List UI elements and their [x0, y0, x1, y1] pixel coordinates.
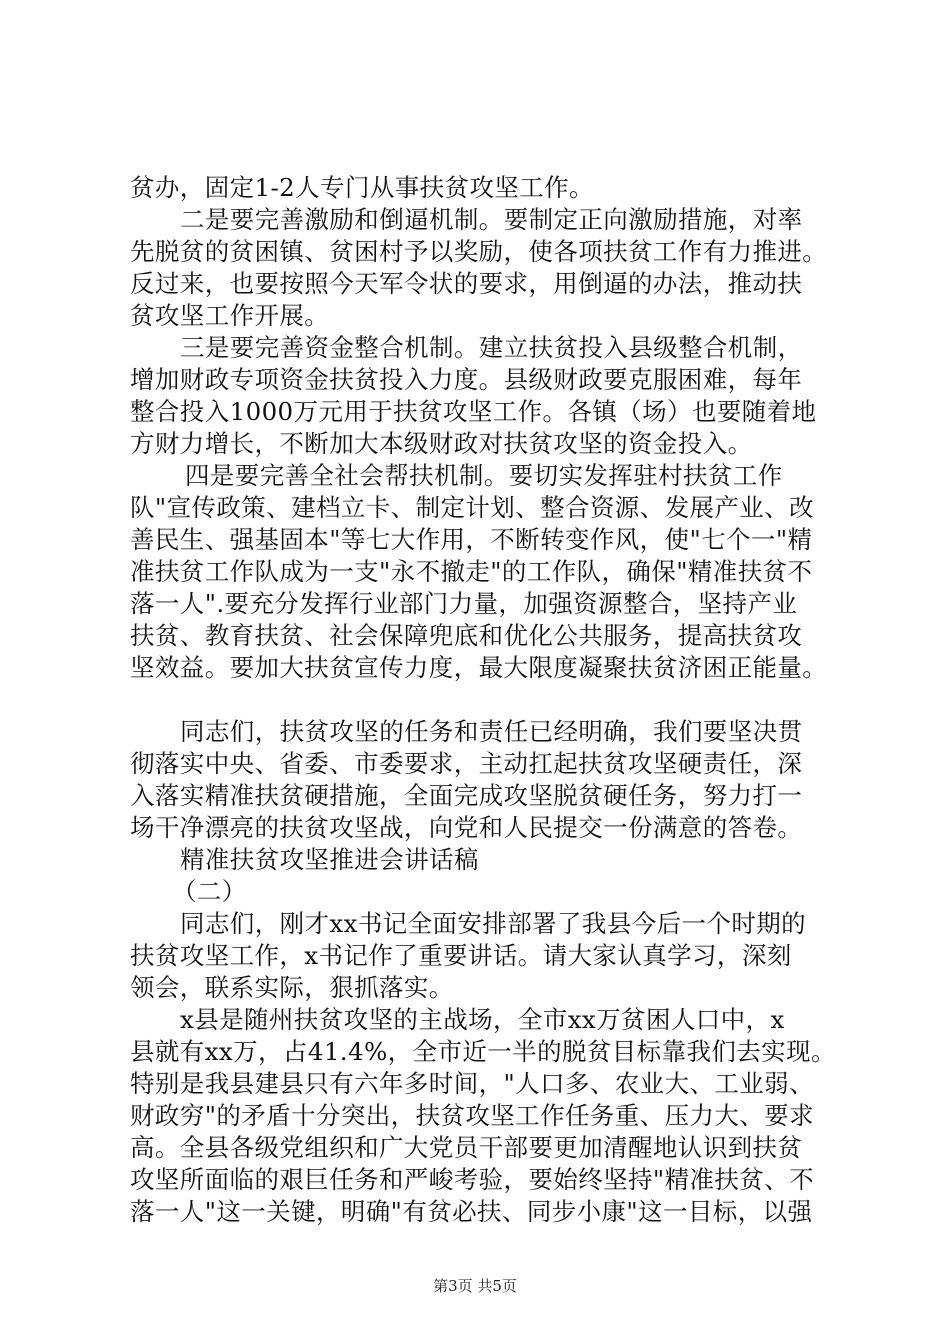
text-line: 贫办，固定1-2人专门从事扶贫攻坚工作。	[130, 173, 594, 202]
page-footer: 第3页 共5页	[433, 1277, 517, 1295]
text-line: 整合投入1000万元用于扶贫攻坚工作。各镇（场）也要随着地	[130, 397, 817, 426]
text-line: 增加财政专项资金扶贫投入力度。县级财政要克服困难，每年	[130, 365, 803, 394]
text-line: 善民生、强基固本"等七大作用，不断转变作风，使"七个一"精	[130, 525, 813, 554]
text-line: 领会，联系实际，狠抓落实。	[130, 973, 454, 1002]
text-line: 县就有xx万，占41.4%，全市近一半的脱贫目标靠我们去实现。	[130, 1037, 836, 1066]
section-title: 精准扶贫攻坚推进会讲话稿	[180, 845, 479, 874]
text-line: 队"宣传政策、建档立卡、制定计划、整合资源、发展产业、改	[130, 493, 814, 522]
text-line: 落一人".要充分发挥行业部门力量，加强资源整合，坚持产业	[130, 589, 798, 618]
text-line: 同志们，扶贫攻坚的任务和责任已经明确，我们要坚决贯	[180, 717, 803, 746]
text-line: 扶贫、教育扶贫、社会保障兜底和优化公共服务，提高扶贫攻	[130, 621, 803, 650]
text-line: 落一人"这一关键，明确"有贫必扶、同步小康"这一目标，以强	[130, 1197, 813, 1226]
text-line: 财政穷"的矛盾十分突出，扶贫攻坚工作任务重、压力大、要求	[130, 1101, 814, 1130]
text-line: 攻坚所面临的艰巨任务和严峻考验，要始终坚持"精准扶贫、不	[130, 1165, 814, 1194]
text-line: 高。全县各级党组织和广大党员干部要更加清醒地认识到扶贫	[130, 1133, 803, 1162]
text-line: 方财力增长，不断加大本级财政对扶贫攻坚的资金投入。	[130, 429, 753, 458]
text-line: 特别是我县建县只有六年多时间，"人口多、农业大、工业弱、	[130, 1069, 814, 1098]
text-line: 四是要完善全社会帮扶机制。要切实发挥驻村扶贫工作	[185, 461, 783, 490]
text-line: 先脱贫的贫困镇、贫困村予以奖励，使各项扶贫工作有力推进。	[130, 237, 828, 266]
text-line: 准扶贫工作队成为一支"永不撤走"的工作队，确保"精准扶贫不	[130, 557, 813, 586]
text-line: 同志们，刚才xx书记全面安排部署了我县今后一个时期的	[180, 909, 807, 938]
section-number: （二）	[172, 877, 247, 906]
text-line: 扶贫攻坚工作，x书记作了重要讲话。请大家认真学习，深刻	[130, 941, 792, 970]
text-line: 场干净漂亮的扶贫攻坚战，向党和人民提交一份满意的答卷。	[130, 813, 803, 842]
text-line: 三是要完善资金整合机制。建立扶贫投入县级整合机制，	[180, 333, 803, 362]
text-line: 贫攻坚工作开展。	[130, 301, 330, 330]
text-line: x县是随州扶贫攻坚的主战场，全市xx万贫困人口中，x	[180, 1005, 785, 1034]
text-line: 二是要完善激励和倒逼机制。要制定正向激励措施，对率	[180, 205, 803, 234]
text-line: 坚效益。要加大扶贫宣传力度，最大限度凝聚扶贫济困正能量。	[130, 653, 828, 682]
text-line: 入落实精准扶贫硬措施，全面完成攻坚脱贫硬任务，努力打一	[130, 781, 803, 810]
text-line: 反过来，也要按照今天军令状的要求，用倒逼的办法，推动扶	[130, 269, 803, 298]
text-line: 彻落实中央、省委、市委要求，主动扛起扶贫攻坚硬责任，深	[130, 749, 803, 778]
